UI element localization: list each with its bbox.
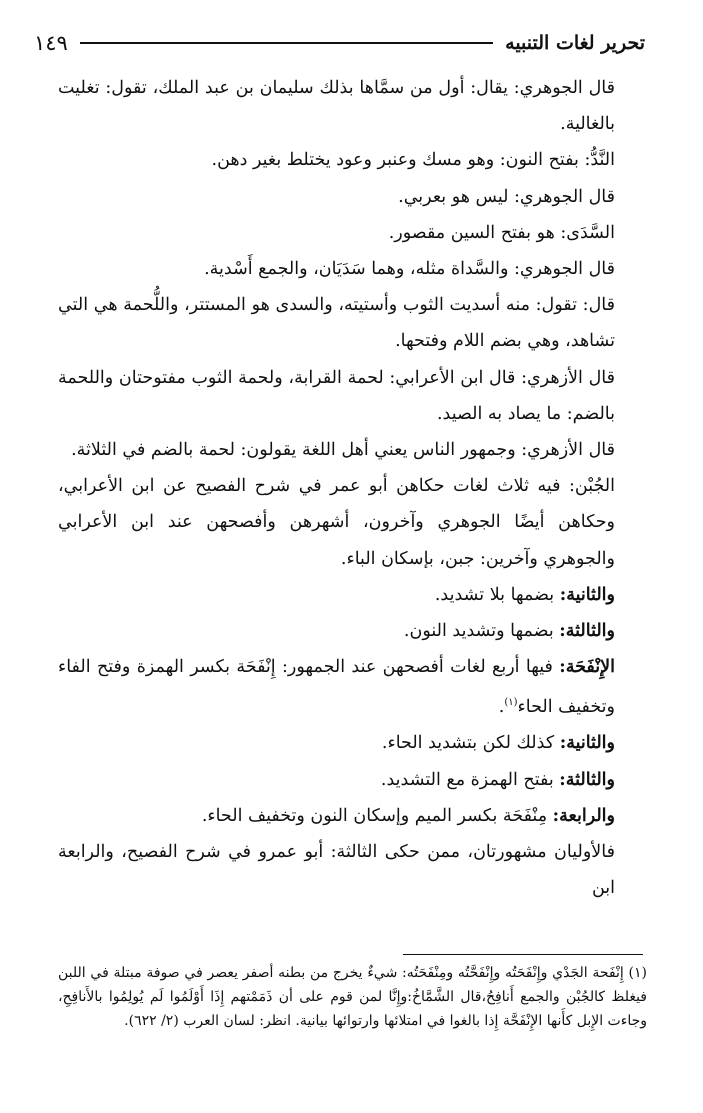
paragraph-text: بفتح الهمزة مع التشديد. (380, 769, 554, 790)
paragraph (58, 798, 647, 834)
paragraph: قال: تقول: منه أسديت الثوب وأستيته، والسدى هو المستتر، واللُّحمة هي التي تشاهد، وهي بضم اللام وفتحها. (58, 295, 615, 352)
paragraph-label: والثانية: (559, 733, 615, 754)
body-text (58, 70, 647, 907)
paragraph: فالأوليان مشهورتان، ممن حكى الثالثة: أبو عمرو في شرح الفصيح، والرابعة ابن (58, 842, 615, 899)
running-title: تحرير لغات التنبيه (505, 32, 645, 54)
paragraph-text: بضمها بلا تشديد. (434, 584, 555, 605)
footnote-separator (403, 954, 643, 955)
paragraph (58, 613, 647, 649)
paragraph (58, 725, 647, 761)
footnotes (58, 961, 647, 1033)
footnote: (١) إِنْفَحة الجَدْي وإِنْفَحَتُه وإِنْفَحَّتُه ومِنْفَحَتُه: شيءٌ يخرج من بطنه أصفر يعصر في صوفة مبتلة في اللبن فيغلظ كالجُبْن والجمع أَنافِحُ،قال الشَّمَّاخُ:وإِنَّا لمن قوم على أن ذَمَمْتهم إِذَا أَوْلَمُوا لَم يُولِمُوا بالأَنافِحِ، وجاءت الإِبل كأَنها الإِنْفَحَّة إِذا بالغوا في امتلائها وارتوائها بيانية. انظر: لسان العرب (٢/ ٦٢٢). (58, 965, 647, 1029)
paragraph-label: والثالثة: (559, 769, 615, 790)
page-number: ١٤٩ (34, 31, 68, 55)
paragraph-text: فيها أربع لغات أفصحهن عند الجمهور: إِنْفَحَة بكسر الهمزة وفتح الفاء وتخفيف الحاء (58, 657, 615, 718)
paragraph-text: مِنْفَحَة بكسر الميم وإسكان النون وتخفيف الحاء. (201, 805, 548, 826)
paragraph: قال الجوهري: والسَّداة مثله، وهما سَدَيَان، والجمع أَسْدية. (204, 259, 615, 280)
paragraph (58, 649, 647, 725)
paragraph: قال الأزهري: قال ابن الأعرابي: لحمة القرابة، ولحمة الثوب مفتوحتان واللحمة بالضم: ما يصاد به الصيد. (58, 367, 615, 424)
paragraph-label: الإِنْفَحَة: (559, 657, 615, 678)
paragraph: الجُبْن: فيه ثلاث لغات حكاهن أبو عمر في شرح الفصيح عن ابن الأعرابي، وحكاهن أيضًا الجوهري وآخرون، أشهرهن وأفصحهن عند ابن الأعرابي والجوهري وآخرين: جبن، بإسكان الباء. (58, 476, 615, 569)
page-header (34, 26, 645, 60)
paragraph (58, 762, 647, 798)
paragraph-label: والثانية: (559, 584, 615, 605)
paragraph: قال الجوهري: يقال: أول من سمَّاها بذلك سليمان بن عبد الملك، تقول: تغليت بالغالية. (58, 78, 615, 135)
paragraph (58, 577, 647, 613)
paragraph: النَّدُّ: بفتح النون: وهو مسك وعنبر وعود يختلط بغير دهن. (211, 150, 615, 171)
paragraph-text: كذلك لكن بتشديد الحاء. (381, 733, 555, 754)
paragraph: قال الأزهري: وجمهور الناس يعني أهل اللغة يقولون: لحمة بالضم في الثلاثة. (71, 440, 615, 461)
paragraph-end: . (498, 697, 505, 718)
paragraph: السَّدَى: هو بفتح السين مقصور. (388, 222, 615, 243)
footnote-reference: (١) (504, 697, 518, 709)
paragraph-text: بضمها وتشديد النون. (403, 621, 554, 642)
paragraph-label: والثالثة: (559, 621, 615, 642)
header-rule (80, 42, 493, 44)
paragraph-label: والرابعة: (552, 805, 615, 826)
paragraph: قال الجوهري: ليس هو بعربي. (398, 186, 615, 207)
